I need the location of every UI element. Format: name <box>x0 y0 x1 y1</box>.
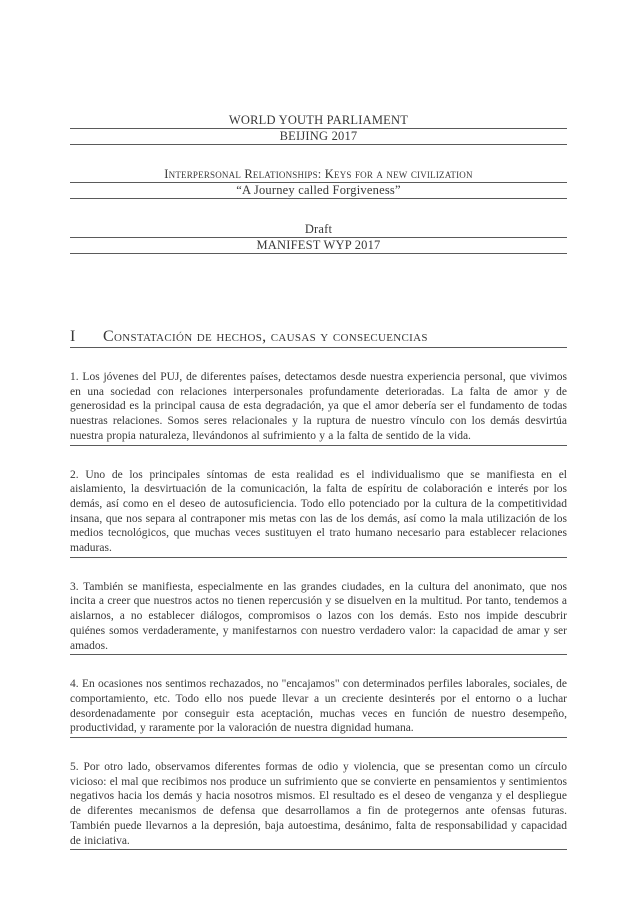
paragraph-5: 5. Por otro lado, observamos diferentes formas de odio y violencia, que se presentan como un círculo vicioso: el mal que recibimos nos produce un sufrimiento que se convierte en pensamientos y sentimientos negativos hacia los demás y hacia nosotros mismos. El resultado es el deseo de venganza y el despliegue de diferentes mecanismos de defensa que desarrollamos a fin de protegernos ante ofensas futuras. También puede llevarnos a la depresión, baja autoestima, desánimo, falta de responsabilidad y capacidad de iniciativa. <box>70 760 567 850</box>
section-title: Constatación de hechos, causas y consecuencias <box>103 328 428 345</box>
section-numeral: I <box>70 328 76 345</box>
subtitle-quote: “A Journey called Forgiveness” <box>70 183 567 199</box>
paragraph-2: 2. Uno de los principales síntomas de esta realidad es el individualismo que se manifiesta en el aislamiento, la desvirtuación de la comunicación, la falta de espíritu de colaboración e interés por los demás, así como en el deseo de autosuficiencia. Todo ello potenciado por la cultura de la competitividad insana, que nos separa al contraponer mis metas con las de los demás, así como la mala utilización de los medios tecnológicos, que muchas veces sustituyen el trato humano necesario para establecer relaciones maduras. <box>70 468 567 558</box>
manifest-title: MANIFEST WYP 2017 <box>70 238 567 254</box>
paragraph-1: 1. Los jóvenes del PUJ, de diferentes países, detectamos desde nuestra experiencia personal, que vivimos en una sociedad con relaciones interpersonales profundamente deterioradas. La falta de amor y de generosidad es la principal causa de esta degradación, ya que el amor debería ser el fundamento de todas nuestras relaciones. Somos seres relacionales y la ruptura de nuestro vínculo con los demás desvirtúa nuestra propia naturaleza, llevándonos al sufrimiento y a la falta de sentido de la vida. <box>70 370 567 446</box>
org-title: WORLD YOUTH PARLIAMENT <box>70 113 567 129</box>
paragraph-4: 4. En ocasiones nos sentimos rechazados, no "encajamos" con determinados perfiles laborales, sociales, de comportamiento, etc. Todo ello nos puede llevar a un creciente desinterés por el entorno o a luchar desordenadamente por conseguir esta aceptación, muchas veces en función de nuestro desempeño, productividad, y raramente por la valoración de nuestra dignidad humana. <box>70 677 567 738</box>
document-header <box>70 113 567 254</box>
section-heading <box>70 326 567 348</box>
document-content <box>70 0 567 850</box>
paragraph-3: 3. También se manifiesta, especialmente en las grandes ciudades, en la cultura del anonimato, que nos incita a creer que nuestros actos no tienen repercusión y se disuelven en la multitud. Por tanto, tendemos a aislarnos, a no establecer diálogos, compromisos o lazos con los demás. Esto nos impide descubrir quiénes somos verdaderamente, y manifestarnos con nuestro verdadero valor: la capacidad de amar y ser amados. <box>70 580 567 656</box>
event-title: BEIJING 2017 <box>70 129 567 145</box>
draft-label: Draft <box>70 222 567 238</box>
theme-title: Interpersonal Relationships: Keys for a new civilization <box>70 167 567 183</box>
